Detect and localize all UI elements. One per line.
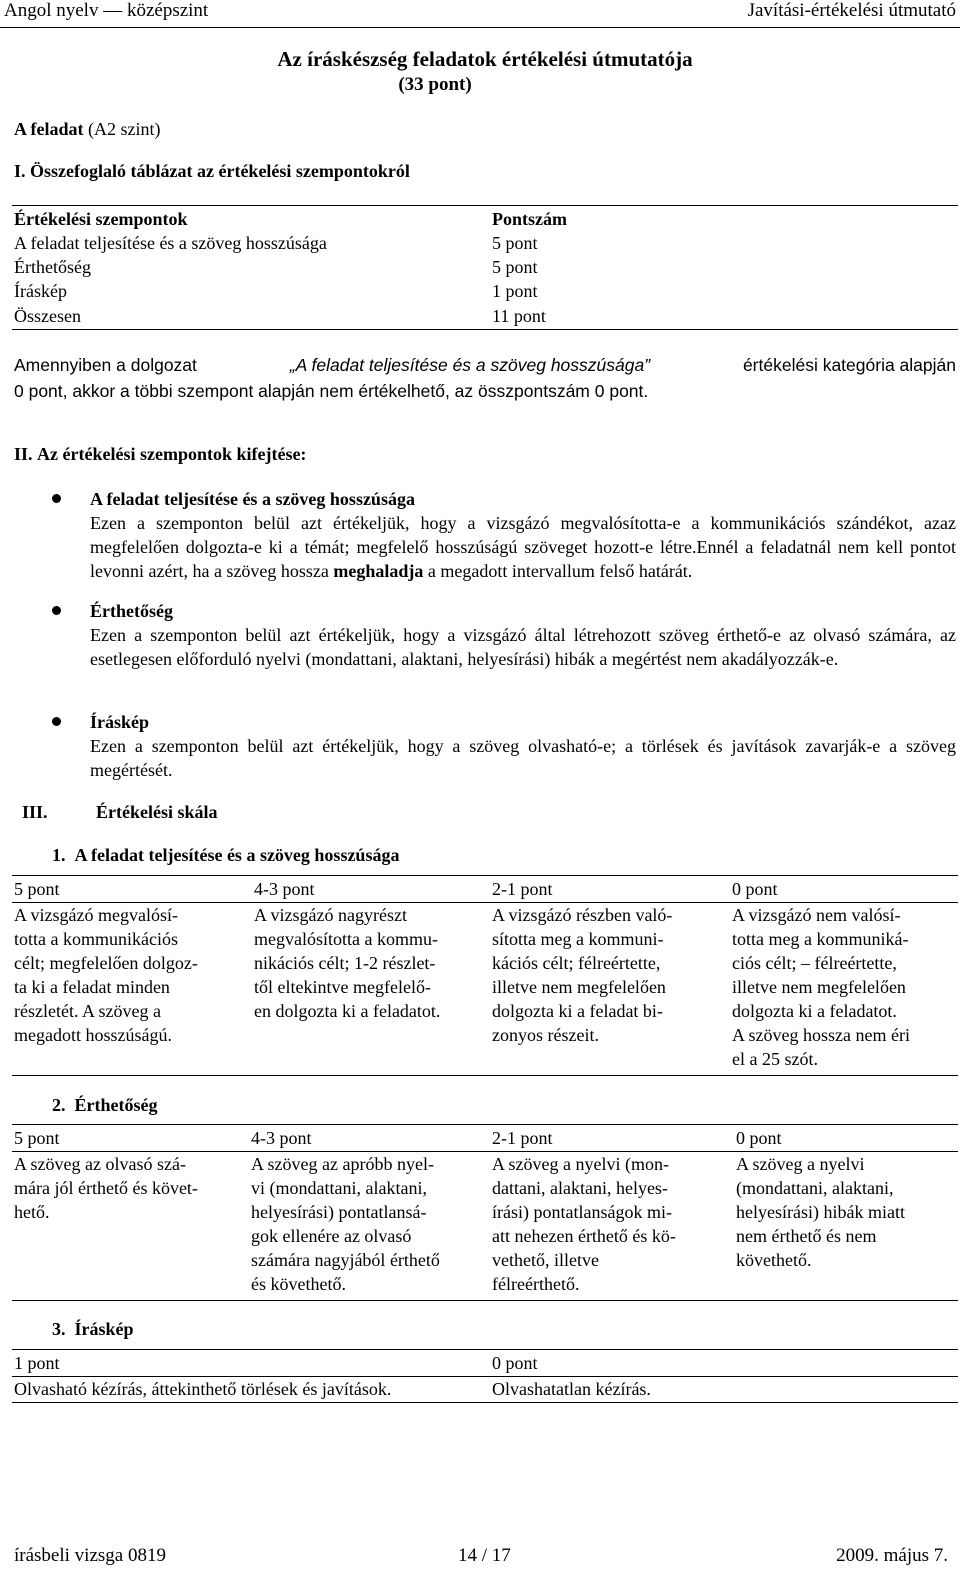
scale-1-col-2-1: A vizsgázó részben való- sította meg a kommuni- kációs célt; félreértette, illetve nem megfelelően dolgozta ki a feladat bi- zonyos részeit. — [492, 905, 673, 1045]
scale-3-head: 0 pont — [492, 1353, 538, 1373]
task-heading — [14, 119, 160, 140]
note-post: értékelési kategória alapján — [742, 355, 956, 375]
scale-2-col-4-3: A szöveg az apróbb nyel- vi (mondattani, alaktani, helyesírási) pontatlansá- gok ellenére az olvasó számára nagyjából érthető és követhető. — [251, 1154, 440, 1294]
note-pre: Amennyiben a dolgozat — [14, 355, 197, 375]
section-1-heading: I. Összefoglaló táblázat az értékelési szempontokról — [14, 161, 410, 181]
summary-row-points: 5 pont — [492, 257, 538, 277]
summary-row-name: A feladat teljesítése és a szöveg hosszúsága — [14, 233, 327, 253]
scale-2-col-2-1: A szöveg a nyelvi (mon- dattani, alaktani, helyes- írási) pontatlanságok mi- att nehezen érthető és kö- vethető, illetve félreérthető. — [492, 1154, 676, 1294]
scale-2-col-0: A szöveg a nyelvi (mondattani, alaktani, helyesírási) hibák miatt nem érthető és nem követhető. — [736, 1154, 905, 1270]
note-paragraph — [14, 352, 956, 404]
page-title: Az íráskészség feladatok értékelési útmutatója — [277, 47, 693, 71]
scale-1-col-5: A vizsgázó megvalósí- totta a kommunikációs célt; megfelelően dolgoz- ta ki a feladat minden részletét. A szöveg a megadott hosszúságú. — [14, 905, 198, 1045]
scale-2-head: 2-1 pont — [492, 1128, 553, 1148]
page-subtitle: (33 pont) — [398, 74, 472, 95]
note-italic: „A feladat teljesítése és a szöveg hosszúsága” — [289, 355, 651, 375]
section-3-number: III. — [22, 802, 48, 822]
scale-3-heading: 3. Íráskép — [52, 1319, 134, 1339]
task-level: (A2 szint) — [88, 119, 161, 139]
criterion-body: Ezen a szemponton belül azt értékeljük, hogy a vizsgázó által létrehozott szöveg érthető-e az olvasó számára, az esetlegesen előforduló nyelvi (mondattani, alaktani, helyesírási) hibák a megértést nem akadályozzák-e. — [90, 625, 956, 669]
footer-exam-code: írásbeli vizsga 0819 — [14, 1545, 166, 1566]
scale-2-head: 4-3 pont — [251, 1128, 312, 1148]
scale-2-col-5: A szöveg az olvasó szá- mára jól érthető és követ- hető. — [14, 1154, 198, 1222]
scale-3-col-1: Olvasható kézírás, áttekinthető törlések és javítások. — [14, 1379, 392, 1399]
summary-row-name: Érthetőség — [14, 257, 91, 277]
bullet-icon — [52, 494, 61, 503]
summary-row-name: Íráskép — [14, 281, 67, 301]
scale-1-head: 4-3 pont — [254, 879, 315, 899]
scale-2-heading: 2. Érthetőség — [52, 1095, 158, 1115]
summary-head-points: Pontszám — [492, 209, 567, 229]
summary-row-points: 5 pont — [492, 233, 538, 253]
scale-1-head: 5 pont — [14, 879, 60, 899]
bullet-icon — [52, 606, 61, 615]
criterion-body: Ezen a szemponton belül azt értékeljük, hogy a vizsgázó megvalósította-e a kommunikációs szándékot, azaz megfelelően dolgozta-e ki a témát; megfelelő hosszúságú szöveget hozott-e létre.Ennél a feladatnál nem kell pontot levonni azért, ha a szöveg hossza meghaladja a megadott intervallum felső határát. — [90, 513, 956, 581]
criterion-body: Ezen a szemponton belül azt értékeljük, hogy a szöveg olvasható-e; a törlések és javítások zavarják-e a szöveg megértését. — [90, 736, 956, 780]
scale-1-col-0: A vizsgázó nem valósí- totta meg a kommuniká- ciós célt; – félreértette, illetve nem megfelelően dolgozta ki a feladatot. A szöveg hossza nem éri el a 25 szót. — [732, 905, 910, 1069]
header-subject: Angol nyelv — középszint — [4, 0, 209, 21]
bullet-icon — [52, 717, 61, 726]
note-line2: 0 pont, akkor a többi szempont alapján nem értékelhető, az összpontszám 0 pont. — [14, 381, 649, 401]
task-label: A feladat — [14, 119, 84, 139]
section-2-number: II. — [14, 444, 33, 464]
scale-3-head: 1 pont — [14, 1353, 60, 1373]
scale-1-heading: 1. A feladat teljesítése és a szöveg hosszúsága — [52, 845, 400, 865]
scale-2-head: 5 pont — [14, 1128, 60, 1148]
criterion-emphasis: meghaladja — [333, 561, 424, 581]
summary-row-points: 11 pont — [492, 306, 546, 326]
criterion-title: A feladat teljesítése és a szöveg hosszúsága — [90, 489, 415, 509]
summary-head-criteria: Értékelési szempontok — [14, 209, 188, 229]
criterion-title: Érthetőség — [90, 601, 173, 621]
scale-1-head: 0 pont — [732, 879, 778, 899]
section-3-title: Értékelési skála — [96, 802, 218, 822]
summary-row-name: Összesen — [14, 306, 81, 326]
footer-page-number: 14 / 17 — [458, 1545, 511, 1566]
page-header — [0, 0, 960, 28]
criterion-title: Íráskép — [90, 712, 150, 732]
section-2-title: Az értékelési szempontok kifejtése: — [37, 444, 307, 464]
summary-row-points: 1 pont — [492, 281, 538, 301]
section-2-heading — [14, 444, 306, 465]
scale-2-head: 0 pont — [736, 1128, 782, 1148]
scale-1-head: 2-1 pont — [492, 879, 553, 899]
footer-date: 2009. május 7. — [836, 1545, 948, 1566]
scale-1-col-4-3: A vizsgázó nagyrészt megvalósította a kommu- nikációs célt; 1-2 részlet- től eltekintve megfelelő- en dolgozta ki a feladatot. — [254, 905, 441, 1021]
scale-3-col-0: Olvashatatlan kézírás. — [492, 1379, 651, 1399]
header-doc-type: Javítási-értékelési útmutató — [747, 0, 956, 21]
